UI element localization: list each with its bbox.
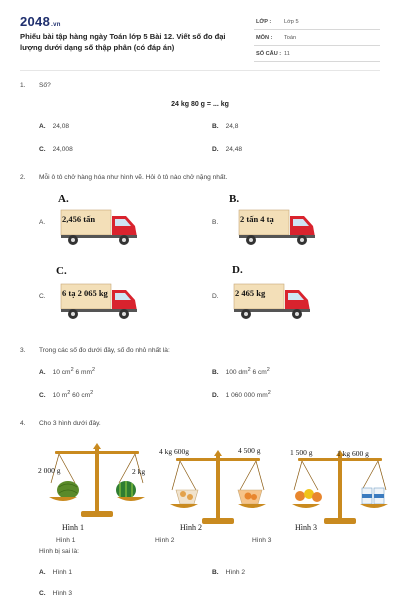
q3-option-a[interactable]: A. 10 $cm^2$ 6 $mm^2$ bbox=[39, 367, 96, 377]
logo-main: 2048 bbox=[20, 14, 51, 29]
q1-number: 1. bbox=[20, 82, 26, 89]
scale-3-caption: Hình 3 bbox=[295, 523, 317, 532]
meta-row-subject bbox=[254, 30, 380, 46]
q1-option-b[interactable]: B. 24,8 bbox=[212, 123, 239, 130]
meta-value: 11 bbox=[284, 51, 290, 57]
q4-option-a[interactable]: A. Hình 1 bbox=[39, 569, 73, 576]
scale-3-left-weight: 1 500 g bbox=[290, 448, 313, 457]
scale-2-right-weight: 4 500 g bbox=[238, 446, 261, 455]
scale-1-caption: Hình 1 bbox=[62, 523, 84, 532]
site-logo[interactable] bbox=[20, 14, 61, 29]
truck-d[interactable] bbox=[233, 281, 313, 321]
scale-1-right-weight: 2 kg bbox=[132, 467, 146, 476]
truck-a-letter: A. bbox=[58, 193, 69, 205]
q3-text: Trong các số đo dưới đây, số đo nhỏ nhất là: bbox=[39, 347, 170, 354]
q3-number: 3. bbox=[20, 347, 26, 354]
meta-key: SỐ CÂU : bbox=[256, 51, 282, 57]
q1-option-a[interactable]: A. 24,08 bbox=[39, 123, 70, 130]
q3-option-c[interactable]: C. 10 $m^2$ 60 $cm^2$ bbox=[39, 390, 94, 400]
header-divider bbox=[20, 70, 380, 71]
logo-suffix: .vn bbox=[51, 22, 61, 28]
q4-prompt: Hình bị sai là: bbox=[39, 548, 79, 555]
truck-cargo-label: 2 465 kg bbox=[235, 288, 266, 298]
scale-2-left-weight: 4 kg 600g bbox=[159, 447, 189, 456]
q2-option-c[interactable]: C. bbox=[39, 293, 46, 300]
q2-option-d[interactable]: D. bbox=[212, 293, 219, 300]
truck-icon bbox=[60, 281, 140, 321]
balance-scale-icon bbox=[290, 448, 390, 528]
q4-number: 4. bbox=[20, 420, 26, 427]
sub-caption-3: Hình 3 bbox=[252, 537, 272, 544]
scale-1-left-weight: 2 000 g bbox=[38, 466, 61, 475]
scale-3-right-weight: 1 kg 600 g bbox=[337, 449, 369, 458]
scale-2-caption: Hình 2 bbox=[180, 523, 202, 532]
balance-scale-icon bbox=[168, 448, 268, 528]
truck-c[interactable] bbox=[60, 281, 140, 321]
q2-text: Mỗi ô tô chở hàng hóa như hình vẽ. Hỏi ô tô nào chở nặng nhất. bbox=[39, 174, 228, 181]
truck-cargo-label: 2,456 tấn bbox=[62, 214, 96, 224]
q4-text: Cho 3 hình dưới đây. bbox=[39, 420, 101, 427]
meta-key: MÔN : bbox=[256, 35, 273, 41]
meta-key: LỚP : bbox=[256, 19, 272, 25]
page-title: Phiếu bài tập hàng ngày Toán lớp 5 Bài 12. Viết số đo đại lượng dưới dạng số thập phân (có đáp án) bbox=[20, 32, 226, 52]
truck-b-letter: B. bbox=[229, 193, 240, 205]
q4-option-b[interactable]: B. Hình 2 bbox=[212, 569, 246, 576]
meta-row-grade bbox=[254, 14, 380, 30]
truck-b[interactable] bbox=[238, 207, 318, 247]
truck-a[interactable] bbox=[60, 207, 140, 247]
q4-option-c[interactable]: C. Hình 3 bbox=[39, 590, 73, 597]
q3-option-d[interactable]: D. 1 060 000 $mm^2$ bbox=[212, 390, 271, 400]
meta-value: Toán bbox=[284, 35, 297, 41]
truck-icon bbox=[233, 281, 313, 321]
q3-option-b[interactable]: B. 100 $dm^2$ 6 $cm^2$ bbox=[212, 367, 270, 377]
meta-row-count bbox=[254, 46, 380, 62]
truck-cargo-label: 6 tạ 2 065 kg bbox=[62, 288, 108, 298]
q1-text: Số? bbox=[39, 82, 51, 89]
q1-option-d[interactable]: D. 24,48 bbox=[212, 146, 243, 153]
truck-d-letter: D. bbox=[232, 264, 243, 276]
truck-icon bbox=[238, 207, 318, 247]
q2-option-b[interactable]: B. bbox=[212, 219, 219, 226]
q2-number: 2. bbox=[20, 174, 26, 181]
balance-scale-icon bbox=[47, 441, 147, 521]
meta-value: Lớp 5 bbox=[284, 19, 299, 25]
q2-option-a[interactable]: A. bbox=[39, 219, 46, 226]
scale-1 bbox=[47, 441, 147, 521]
truck-cargo-label: 2 tấn 4 tạ bbox=[240, 214, 274, 224]
sub-caption-1: Hình 1 bbox=[56, 537, 76, 544]
q1-expression: 24 kg 80 g = ... kg bbox=[171, 101, 229, 108]
scale-2 bbox=[168, 448, 268, 528]
truck-icon bbox=[60, 207, 140, 247]
q1-option-c[interactable]: C. 24,008 bbox=[39, 146, 73, 153]
truck-c-letter: C. bbox=[56, 265, 67, 277]
scale-3 bbox=[290, 448, 390, 528]
sub-caption-2: Hình 2 bbox=[155, 537, 175, 544]
